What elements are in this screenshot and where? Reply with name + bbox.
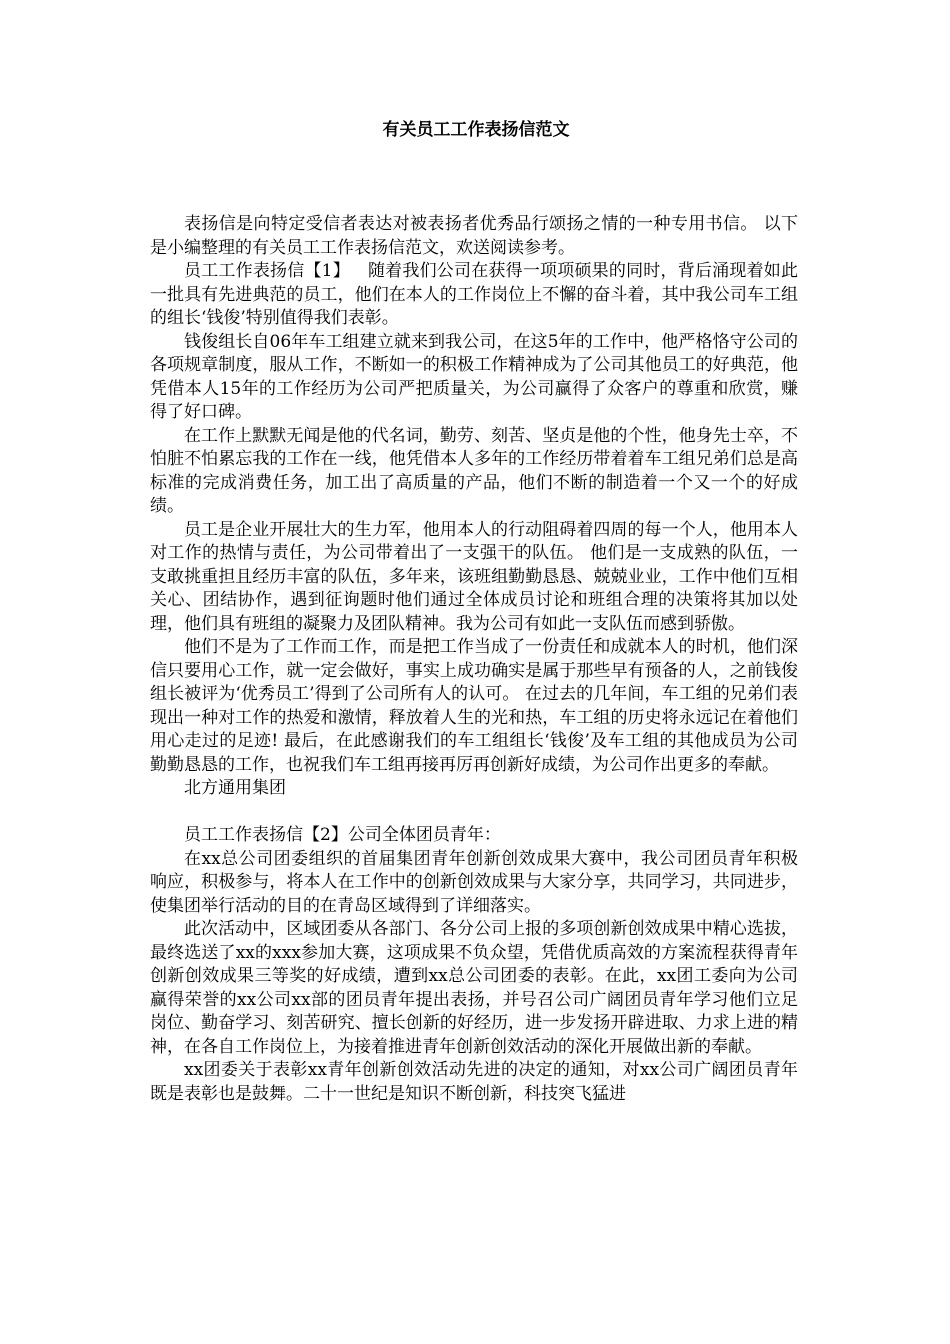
document-body (150, 213, 798, 1106)
paragraph-letter-1-body-3: 员工是企业开展壮大的生力军，他用本人的行动阻碍着四周的每一个人，他用本人对工作的热情与责任，为公司带着出了一支强干的队伍。 他们是一支成熟的队伍，一支敢挑重担且经历丰富的队伍，多年来，该班组勤勤恳恳、兢兢业业，工作中他们互相关心、团结协作，遇到征询题时他们通过全体成员讨论和班组合理的决策将其加以处理，他们具有班组的凝聚力及团队精神。我为公司有如此一支队伍而感到骄傲。 (150, 519, 798, 634)
document-page (150, 118, 798, 1106)
paragraph-intro: 表扬信是向特定受信者表达对被表扬者优秀品行颂扬之情的一种专用书信。 以下是小编整理的有关员工工作表扬信范文，欢送阅读参考。 (150, 214, 798, 258)
paragraph-letter-2-opening (150, 824, 798, 848)
paragraph-letter-1-body-4: 他们不是为了工作而工作，而是把工作当成了一份责任和成就本人的时机，他们深信只要用心工作，就一定会做好，事实上成功确实是属于那些早有预备的人，之前钱俊组长被评为‘优秀员工’得到了公司所有人的认可。 在过去的几年间，车工组的兄弟们表现出一种对工作的热爱和激情，释放着人生的光和热，车工组的历史将永远记在着他们用心走过的足迹! 最后，在此感谢我们的车工组组长‘钱俊’及车工组的其他成员为公司勤勤恳恳的工作，也祝我们车工组再接再厉再创新好成绩，为公司作出更多的奉献。 (150, 637, 798, 775)
letter-2-salutation: 公司全体团员青年： (347, 825, 501, 845)
paragraph-letter-2-body-2: 此次活动中，区域团委从各部门、各分公司上报的多项创新创效成果中精心选拔，最终选送了xx的xxx参加大赛，这项成果不负众望，凭借优质高效的方案流程获得青年创新创效成果三等奖的好成绩，遭到xx总公司团委的表彰。在此，xx团工委向为公司赢得荣誉的xx公司xx部的团员青年提出表扬，并号召公司广阔团员青年学习他们立足岗位、勤奋学习、刻苦研究、擅长创新的好经历，进一步发扬开辟进取、力求上进的精神，在各自工作岗位上，为接着推进青年创新创效活动的深化开展做出新的奉献。 (150, 919, 798, 1057)
letter-1-opening-text: 随着我们公司在获得一项项硕果的同时，背后涌现着如此一批具有先进典范的员工，他们在本人的工作岗位上不懈的奋斗着，其中我公司车工组的组长‘钱俊’特别值得我们表彰。 (150, 261, 798, 328)
paragraph-letter-2-body-1: 在xx总公司团委组织的首届集团青年创新创效成果大赛中，我公司团员青年积极响应，积极参与，将本人在工作中的创新创效成果与大家分享，共同学习，共同进步，使集团举行活动的目的在青岛区域得到了详细落实。 (150, 848, 798, 916)
letter-1-signature: 北方通用集团 (184, 778, 286, 798)
paragraph-letter-1-opening (150, 260, 798, 331)
paragraph-letter-2-body-3: xx团委关于表彰xx青年创新创效活动先进的决定的通知，对xx公司广阔团员青年既是表彰也是鼓舞。二十一世纪是知识不断创新，科技突飞猛进 (150, 1060, 798, 1104)
letter-2-heading: 员工工作表扬信【2】 (184, 825, 348, 845)
paragraph-letter-1-body-2: 在工作上默默无闻是他的代名词，勤劳、刻苦、坚贞是他的个性，他身先士卒，不怕脏不怕累忘我的工作在一线，他凭借本人多年的工作经历带着着车工组兄弟们总是高标准的完成消费任务，加工出了高质量的产品，他们不断的制造着一个又一个的好成绩。 (150, 425, 798, 516)
paragraph-letter-1-body-1: 钱俊组长自06年车工组建立就来到我公司，在这5年的工作中，他严格恪守公司的各项规章制度，服从工作，不断如一的积极工作精神成为了公司其他员工的好典范，他凭借本人15年的工作经历为公司严把质量关，为公司赢得了众客户的尊重和欣赏，赚得了好口碑。 (150, 331, 798, 422)
document-title: 有关员工工作表扬信范文 (382, 120, 570, 140)
section-spacer (150, 801, 798, 825)
letter-1-heading: 员工工作表扬信【1】 (184, 261, 350, 281)
